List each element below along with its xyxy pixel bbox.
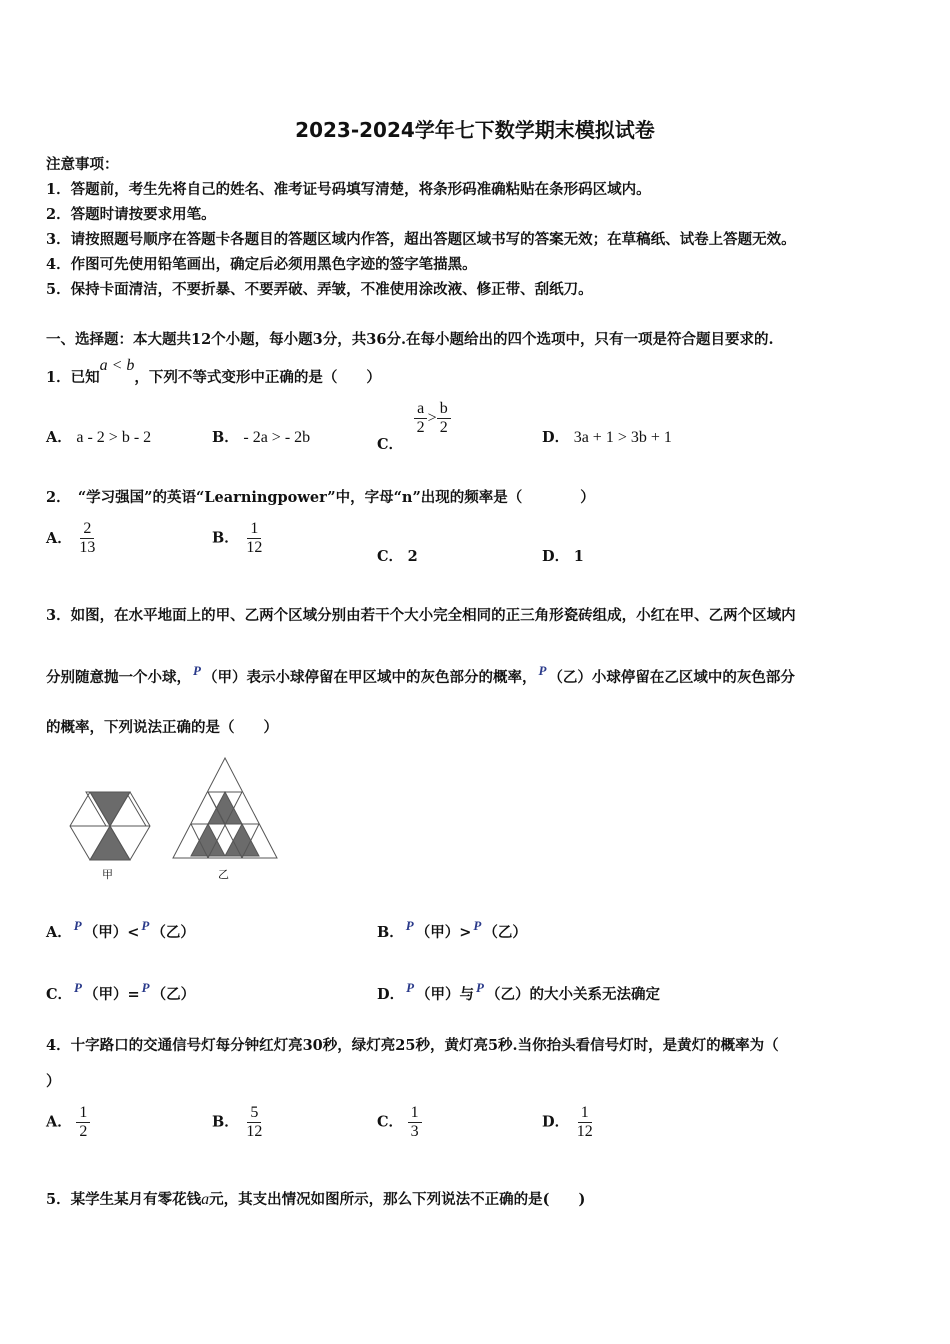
q4-option-d[interactable] xyxy=(542,1104,596,1141)
q1-option-a[interactable] xyxy=(46,426,151,447)
q4-option-a[interactable] xyxy=(46,1104,90,1141)
q2-c-value: 2 xyxy=(407,548,418,565)
option-letter: C． xyxy=(377,1113,404,1131)
fig-label-yi: 乙 xyxy=(218,868,229,881)
p-symbol: P xyxy=(141,918,150,933)
notes-heading: 注意事项： xyxy=(46,156,119,173)
q3-option-a[interactable]: A． P （甲）< P （乙） xyxy=(46,918,195,941)
p-symbol: P xyxy=(538,663,547,678)
q2-a-frac: $\frac{2}{13}$ xyxy=(79,520,96,556)
fig-label-jia: 甲 xyxy=(102,868,113,881)
shaded-triangle-jia-bottom xyxy=(90,826,130,860)
option-letter: A． xyxy=(46,1113,72,1131)
option-letter: B． xyxy=(212,429,239,446)
p-symbol: P xyxy=(406,980,415,995)
q4-b-frac: $\frac{5}{12}$ xyxy=(246,1104,263,1140)
option-letter: D． xyxy=(542,429,570,446)
question-5-stem: 5．某学生某月有零花钱a元，其支出情况如图所示，那么下列说法不正确的是( ) xyxy=(46,1191,586,1208)
triangle-yi xyxy=(173,758,277,858)
p-symbol: P xyxy=(193,663,201,678)
note-item: 5．保持卡面清洁，不要折暴、不要弄破、弄皱，不准使用涂改液、修正带、刮纸刀。 xyxy=(46,281,593,298)
q3-option-c[interactable]: C． P （甲）= P （乙） xyxy=(46,980,196,1003)
option-letter: B． xyxy=(377,924,404,941)
note-item: 2．答题时请按要求用笔。 xyxy=(46,206,216,223)
q1-c-op: > xyxy=(427,409,437,427)
option-letter: C． xyxy=(46,986,73,1003)
q1-c-frac-left: $\frac{a}{2}$ xyxy=(414,400,428,437)
question-1-stem xyxy=(46,357,381,387)
question-3-line2: 分别随意抛一个小球， P （甲）表示小球停留在甲区域中的灰色部分的概率， P （乙）小球停留在乙区域中的灰色部分 xyxy=(46,663,795,686)
q2-option-c[interactable] xyxy=(377,545,418,566)
q3-option-d[interactable]: D． P （甲）与 P （乙）的大小关系无法确定 xyxy=(377,980,660,1003)
q1-b-expr: - 2a > - 2b xyxy=(243,429,311,446)
q1-prefix: 1．已知 xyxy=(46,369,100,386)
question-3-line1: 3．如图，在水平地面上的甲、乙两个区域分别由若干个大小完全相同的正三角形瓷砖组成，小红在甲、乙两个区域内 xyxy=(46,607,796,624)
p-symbol: P xyxy=(405,918,414,933)
q1-d-expr: 3a + 1 > 3b + 1 xyxy=(573,429,672,446)
q1-suffix: ，下列不等式变形中正确的是（ ） xyxy=(134,369,381,386)
note-item: 4．作图可先使用铅笔画出，确定后必须用黑色字迹的签字笔描黑。 xyxy=(46,256,477,273)
option-letter: D． xyxy=(542,548,570,565)
question-2-stem: 2． “学习强国”的英语“Learningpower”中，字母“n”出现的频率是（ ） xyxy=(46,489,595,506)
option-letter: B． xyxy=(212,1113,239,1131)
q2-b-frac: $\frac{1}{12}$ xyxy=(246,520,263,556)
shaded-triangle-yi-top xyxy=(208,792,242,824)
p-symbol: P xyxy=(74,980,82,995)
question-4-line1: 4．十字路口的交通信号灯每分钟红灯亮30秒，绿灯亮25秒，黄灯亮5秒.当你抬头看信号灯时，是黄灯的概率为（ xyxy=(46,1037,779,1054)
note-item: 1．答题前，考生先将自己的姓名、准考证号码填写清楚，将条形码准确粘贴在条形码区域内。 xyxy=(46,181,651,198)
option-letter: B． xyxy=(212,529,239,547)
p-symbol: P xyxy=(141,980,150,995)
q3-figure-svg xyxy=(60,752,300,882)
page-title: 2023-2024学年七下数学期末模拟试卷 xyxy=(295,118,655,142)
q1-a-expr: a - 2 > b - 2 xyxy=(76,429,152,446)
note-item: 3．请按照题号顺序在答题卡各题目的答题区域内作答，超出答题区域书写的答案无效；在草稿纸、试卷上答题无效。 xyxy=(46,231,796,248)
option-letter: A． xyxy=(46,529,72,547)
option-letter: C． xyxy=(377,548,404,565)
shaded-triangle-yi-right xyxy=(225,824,259,856)
q1-option-d[interactable] xyxy=(542,426,672,447)
question-4-line2: ） xyxy=(46,1073,61,1090)
p-symbol: P xyxy=(476,980,484,995)
q1-option-c[interactable] xyxy=(377,400,451,453)
q3-figure xyxy=(60,752,300,882)
option-letter: A． xyxy=(46,924,72,941)
q5-var: a xyxy=(201,1191,210,1208)
option-letter: D． xyxy=(542,1113,570,1131)
q2-option-a[interactable] xyxy=(46,520,98,557)
section-heading: 一、选择题：本大题共12个小题，每小题3分，共36分.在每小题给出的四个选项中，只有一项是符合题目要求的. xyxy=(46,331,774,348)
hexagon-jia xyxy=(70,792,150,860)
q1-option-b[interactable] xyxy=(212,426,310,447)
q1-c-frac-right: $\frac{b}{2}$ xyxy=(437,400,451,437)
shaded-triangle-yi-left xyxy=(191,824,225,856)
q4-option-c[interactable] xyxy=(377,1104,422,1141)
option-letter: D． xyxy=(377,986,405,1003)
q1-condition: a < b xyxy=(99,357,135,374)
q3-option-b[interactable]: B． P （甲）> P （乙） xyxy=(377,918,527,941)
question-3-line3: 的概率，下列说法正确的是（ ） xyxy=(46,719,278,736)
q4-a-frac: $\frac{1}{2}$ xyxy=(76,1104,90,1141)
option-letter: C． xyxy=(377,435,404,453)
p-symbol: P xyxy=(473,918,482,933)
q4-c-frac: $\frac{1}{3}$ xyxy=(408,1104,422,1141)
q2-option-d[interactable] xyxy=(542,545,584,566)
q2-d-value: 1 xyxy=(573,548,584,565)
q2-option-b[interactable] xyxy=(212,520,265,557)
p-symbol: P xyxy=(73,918,82,933)
option-letter: A． xyxy=(46,429,72,446)
q4-d-frac: $\frac{1}{12}$ xyxy=(576,1104,593,1140)
q4-option-b[interactable] xyxy=(212,1104,265,1141)
